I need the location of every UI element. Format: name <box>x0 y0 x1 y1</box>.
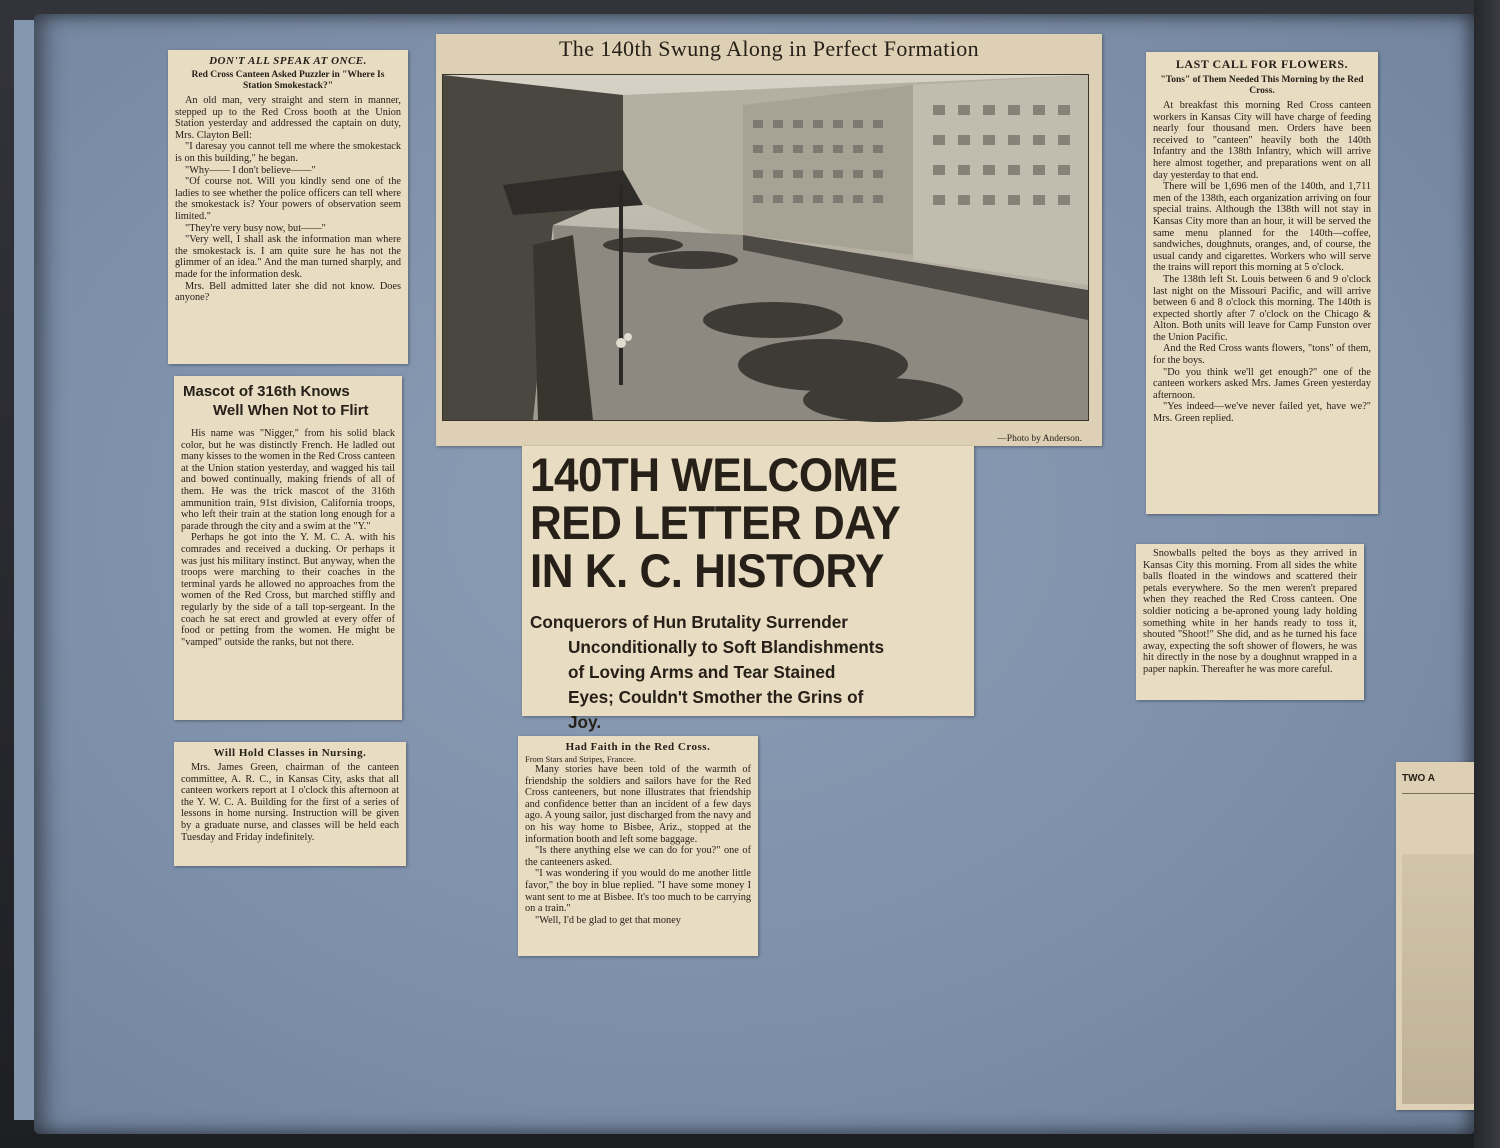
paragraph: Perhaps he got into the Y. M. C. A. with his comrades and received a ducking. Or perhaps it was just his military instinct. But anyway, when the troops were marching to their coaches in the terminal yards he allowed no approaches from the women of the Red Cross, but marched stiffly and regularly by the side of a tall top-sergeant. In the coach he sat erect and growled at every offer of food or petting from the women. He might be "vamped" outside the ranks, but not there. <box>181 532 395 648</box>
paragraph: "Of course not. Will you kindly send one of the ladies to see whether the police officers can tell where the smokestack is? Your powers of observation seem limited." <box>175 176 401 222</box>
deck-line: Conquerors of Hun Brutality Surrender <box>530 612 848 632</box>
paragraph: The 138th left St. Louis between 6 and 9 o'clock last night on the Missouri Pacific, and will arrive between 6 and 8 o'clock this morning. The 140th is expected shortly after 7 o'clock on the Chicago & Alton. Both units will leave for Camp Funston over the Union Pacific. <box>1153 273 1371 343</box>
clipping-body <box>525 764 751 926</box>
deck-line: Joy. <box>568 712 602 732</box>
paragraph: "I was wondering if you would do me another little favor," the boy in blue replied. "I have some money I want sent to me at Bisbee. It's too much to be carrying on a train." <box>525 868 751 915</box>
title-line: Mascot of 316th Knows <box>183 383 350 400</box>
album-spine <box>1474 0 1500 1148</box>
clipping-body <box>1153 100 1371 425</box>
paragraph: Mrs. James Green, chairman of the canteen committee, A. R. C., in Kansas City, asks that all canteen workers report at 1 o'clock this afternoon at the Y. W. C. A. Building for the first of a series of lessons in home nursing. Instruction will be given by a graduate nurse, and classes will be held each Tuesday and Friday indefinitely. <box>181 762 399 843</box>
clipping-subheading: "Tons" of Them Needed This Morning by the Red Cross. <box>1160 75 1364 96</box>
clipping-snowballs <box>1136 544 1364 700</box>
edge-tab-label: TWO A <box>1402 773 1435 784</box>
clipping-subheading: Red Cross Canteen Asked Puzzler in "Where Is Station Smokestack?" <box>191 70 385 91</box>
clipping-headline <box>522 446 974 732</box>
clipping-body <box>181 762 399 843</box>
paragraph: Snowballs pelted the boys as they arrived in Kansas City this morning. From all sides the white balls floated in the windows and scattered their petals everywhere. So the men weren't prepared when they reached the Red Cross canteen. One soldier noticing a be-aproned young lady holding something white in her hands ready to toss it, shouted "Shoot!" She did, and as he turned his face away, expecting the soft shower of flowers, he was hit directly in the nose by a doughnut wrapped in a paper napkin. Thereafter he was more careful. <box>1143 548 1357 675</box>
title-line: Well When Not to Flirt <box>213 402 369 419</box>
clipping-heading: DON'T ALL SPEAK AT ONCE. <box>209 55 367 67</box>
paragraph: "Very well, I shall ask the information man where the smokestack is. I am quite sure he has not the glimmer of an idea." And the man turned sharply, and made for the information desk. <box>175 234 401 280</box>
paragraph: There will be 1,696 men of the 140th, and 1,711 men of the 138th, each organization arriving on four special trains. Although the 138th will not stay in Kansas City more than an hour, it will be served the same menu planned for the 140th—coffee, sandwiches, doughnuts, oranges, and, of course, the usual candy and cigarettes. Workers who will serve the trains will report this morning at 5 o'clock. <box>1153 181 1371 274</box>
deck-line: Unconditionally to Soft Blandishments <box>568 637 885 657</box>
paragraph: "Is there anything else we can do for you?" one of the canteeners asked. <box>525 845 751 868</box>
paragraph: Mrs. Bell admitted later she did not know. Does anyone? <box>175 280 401 304</box>
parade-photo-image <box>443 75 1088 420</box>
paragraph: "Why—— I don't believe——" <box>185 164 316 176</box>
paragraph: "Yes indeed—we've never failed yet, have we?" Mrs. Green replied. <box>1153 401 1371 425</box>
clipping-title <box>183 382 393 420</box>
paragraph: "Well, I'd be glad to get that money <box>535 914 681 926</box>
headline-line: IN K. C. HISTORY <box>530 544 884 598</box>
photo-title: The 140th Swung Along in Perfect Formation <box>558 36 980 61</box>
clipping-body <box>175 95 401 304</box>
clipping-heading: Will Hold Classes in Nursing. <box>213 747 367 759</box>
headline-deck <box>530 610 970 735</box>
clipping-nursing <box>174 742 406 866</box>
clipping-heading: LAST CALL FOR FLOWERS. <box>1175 57 1349 71</box>
clipping-flowers <box>1146 52 1378 514</box>
paragraph: "They're very busy now, but——" <box>185 222 326 234</box>
clipping-source: From Stars and Stripes, Francee. <box>525 754 636 764</box>
clipping-mascot <box>174 376 402 720</box>
clipping-dont-speak <box>168 50 408 364</box>
deck-line: Eyes; Couldn't Smother the Grins of <box>568 687 864 707</box>
headline-line: 140TH WELCOME <box>530 448 898 502</box>
paragraph: Many stories have been told of the warmth of friendship the soldiers and sailors have for the Red Cross canteeners, but none illustrates that friendship and confidence better than an incident of a few days ago. A young sailor, just discharged from the navy and on his way home to Bisbee, Ariz., stopped at the information booth and left some baggage. <box>525 764 751 845</box>
paragraph: An old man, very straight and stern in manner, stepped up to the Red Cross booth at the Union Station yesterday and addressed the captain on duty, Mrs. Clayton Bell: <box>175 95 401 141</box>
paragraph: His name was "Nigger," from his solid black color, but he was distinctly French. He ladled out many kisses to the women in the Red Cross canteen at the Union station yesterday, and wagged his tail and bowed continually, making friends of all of them. He was the trick mascot of the 316th ammunition train, 91st division, California troops, who left their train at the station long enough for a parade through the city and a swim at the "Y." <box>181 428 395 532</box>
clipping-faith <box>518 736 758 956</box>
paragraph: At breakfast this morning Red Cross canteen workers in Kansas City will have charge of feeding nearly four thousand men. Orders have been received to "canteen" heavily both the 140th Infantry and the 138th Infantry, which will arrive here almost together, and preparations went on all day yesterday to that end. <box>1153 100 1371 181</box>
paragraph: And the Red Cross wants flowers, "tons" of them, for the boys. <box>1153 343 1371 367</box>
deck-line: of Loving Arms and Tear Stained <box>568 662 836 682</box>
clipping-photo <box>436 34 1102 446</box>
clipping-body <box>1143 548 1357 676</box>
headline-line: RED LETTER DAY <box>530 496 901 550</box>
paragraph: "Do you think we'll get enough?" one of the canteen workers asked Mrs. James Green yesterday afternoon. <box>1153 366 1371 401</box>
clipping-body <box>181 428 395 648</box>
parade-photo <box>442 74 1089 421</box>
photo-caption: —Photo by Anderson. <box>997 434 1082 444</box>
paragraph: "I daresay you cannot tell me where the smokestack is on this building," he began. <box>175 141 401 164</box>
clipping-heading: Had Faith in the Red Cross. <box>565 741 711 753</box>
